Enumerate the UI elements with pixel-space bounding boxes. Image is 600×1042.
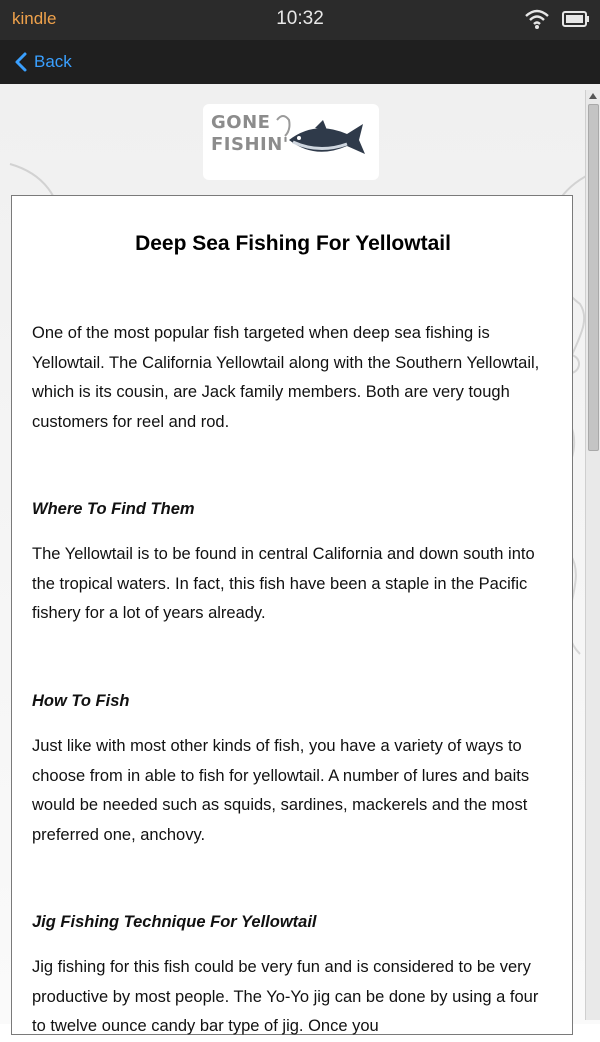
article-title: Deep Sea Fishing For Yellowtail — [135, 232, 451, 255]
back-label: Back — [34, 52, 72, 71]
article-card — [11, 195, 573, 1035]
chevron-left-icon — [14, 52, 28, 72]
section-heading-how: How To Fish — [32, 692, 130, 710]
intro-paragraph: One of the most popular fish targeted when deep sea fishing is Yellowtail. The California Yellowtail along with the Southern Yellowtail, which is its cousin, are Jack family members. Both are very tough customers for reel and rod. — [32, 324, 540, 431]
section-body-jig: Jig fishing for this fish could be very fun and is considered to be very productive by most people. The Yo-Yo jig can be done by using a four to twelve ounce candy bar type of jig. Once you — [32, 958, 539, 1035]
kindle-brand: kindle — [12, 9, 57, 28]
scroll-up-arrow-icon[interactable] — [589, 93, 597, 99]
section-body-how: Just like with most other kinds of fish, you have a variety of ways to choose from in able to fish for yellowtail. A number of lures and baits would be needed such as squids, sardines, mackerels and the most preferred one, anchovy. — [32, 737, 530, 844]
section-heading-where: Where To Find Them — [32, 500, 195, 518]
gone-fishin-logo — [203, 104, 379, 180]
wifi-icon — [524, 8, 550, 30]
logo-text-line1: GONE — [211, 112, 271, 133]
status-bar — [0, 0, 600, 40]
clock: 10:32 — [276, 8, 324, 29]
battery-icon — [562, 10, 590, 28]
tuna-fish-icon — [275, 110, 379, 170]
back-button[interactable] — [8, 46, 78, 78]
logo-text-line2: FISHIN' — [211, 134, 289, 155]
section-heading-jig: Jig Fishing Technique For Yellowtail — [32, 913, 317, 931]
content-area — [0, 84, 600, 1035]
scrollbar[interactable] — [585, 90, 600, 1020]
nav-bar — [0, 40, 600, 84]
scroll-thumb[interactable] — [588, 104, 599, 451]
section-body-where: The Yellowtail is to be found in central California and down south into the tropical waters. In fact, this fish have been a staple in the Pacific fishery for a lot of years already. — [32, 545, 535, 622]
